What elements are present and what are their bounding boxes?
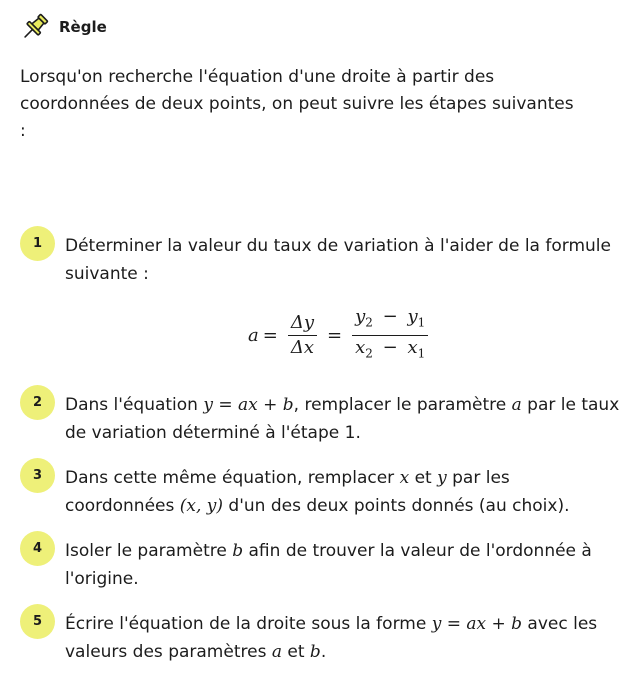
step-text: Dans cette même équation, remplacer x et y par les coordonnées (x, y) d'un des deux points donnés (au choix). xyxy=(65,468,570,516)
pushpin-icon xyxy=(20,12,50,42)
rule-header xyxy=(20,12,107,42)
coordinate-fraction xyxy=(352,305,428,365)
formula-equals: = xyxy=(262,324,278,346)
delta-numerator: Δy xyxy=(288,311,317,336)
step-number-badge: 5 xyxy=(20,604,55,639)
formula-equals: = xyxy=(327,324,343,346)
step-text: Écrire l'équation de la droite sous la forme y = ax + b avec les valeurs des paramètres a et b. xyxy=(65,614,598,662)
step-number-badge: 1 xyxy=(20,226,55,261)
rule-title: Règle xyxy=(59,18,107,36)
intro-text: Lorsqu'on recherche l'équation d'une droite à partir des coordonnées de deux points, on peut suivre les étapes suivantes : xyxy=(20,67,574,141)
step-number-badge: 3 xyxy=(20,458,55,493)
slope-formula xyxy=(248,305,434,365)
step-text: Isoler le paramètre b afin de trouver la valeur de l'ordonnée à l'origine. xyxy=(65,541,592,589)
step-number-badge: 4 xyxy=(20,531,55,566)
step-number-badge: 2 xyxy=(20,385,55,420)
delta-fraction xyxy=(288,311,317,360)
coordinate-denominator: $x_2 - x_1$ xyxy=(355,336,426,361)
step-text: Dans l'équation y = ax + b, remplacer le paramètre a par le taux de variation déterminé à l'étape 1. xyxy=(65,395,620,443)
step-text: Déterminer la valeur du taux de variation à l'aider de la formule suivante : xyxy=(65,236,611,284)
coordinate-numerator: $y_2 - y_1$ xyxy=(352,305,428,336)
delta-denominator: Δx xyxy=(290,336,314,358)
formula-lhs: a xyxy=(248,324,259,346)
